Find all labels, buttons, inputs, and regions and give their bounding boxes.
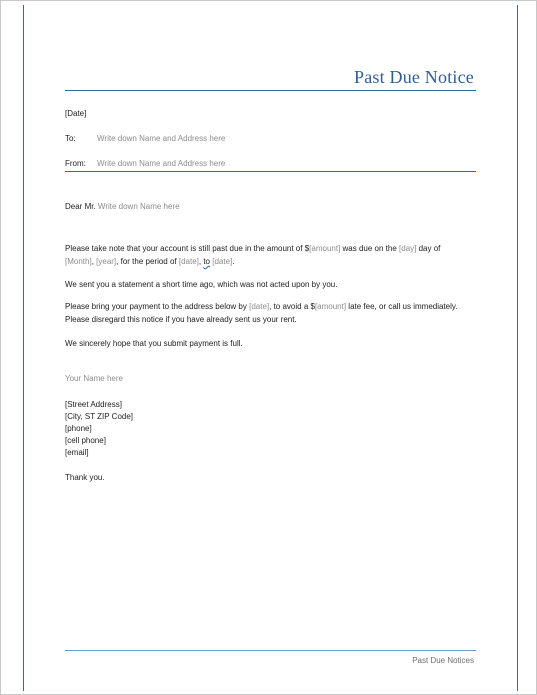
title-divider	[65, 90, 476, 91]
para1-date-2[interactable]: [date]	[212, 257, 233, 266]
left-margin-line	[23, 5, 24, 691]
para3-text-3: late fee, or call us immediately. Please disregard this notice if you have already sent us your rent.	[65, 302, 458, 324]
para1-text-5: , for the period of	[116, 257, 179, 266]
sender-address	[65, 399, 133, 459]
date-placeholder[interactable]: [Date]	[65, 109, 87, 118]
address-email[interactable]: [email]	[65, 448, 89, 457]
para1-text-4: ,	[91, 257, 97, 266]
salutation-prefix: Dear Mr.	[65, 202, 96, 211]
paragraph-1	[65, 242, 477, 268]
para3-date[interactable]: [date]	[249, 302, 270, 311]
salutation-name[interactable]: Write down Name here	[97, 202, 180, 211]
to-label: To:	[65, 134, 76, 143]
address-city[interactable]: [City, ST ZIP Code]	[65, 412, 134, 421]
footer-text: Past Due Notices	[412, 656, 474, 665]
para1-day[interactable]: [day]	[399, 244, 417, 253]
page-title[interactable]: Past Due Notice	[354, 67, 474, 87]
to-value[interactable]: Write down Name and Address here	[97, 134, 226, 143]
closing: Thank you.	[65, 473, 105, 482]
para1-text-1: Please take note that your account is still past due in the amount of $	[65, 244, 310, 253]
from-row	[65, 159, 225, 169]
header-divider	[65, 171, 476, 172]
footer-divider	[65, 650, 476, 651]
paragraph-4: We sincerely hope that you submit payment is full.	[65, 339, 243, 348]
paragraph-3	[65, 300, 477, 326]
para1-amount[interactable]: [amount]	[309, 244, 341, 253]
salutation	[65, 202, 180, 212]
para1-text-6: ,	[198, 257, 204, 266]
para1-year[interactable]: [year]	[96, 257, 117, 266]
signature-name[interactable]: Your Name here	[65, 374, 123, 383]
address-street[interactable]: [Street Address]	[65, 400, 122, 409]
para1-text-2: was due on the	[340, 244, 400, 253]
para1-text-3: day of	[416, 244, 441, 253]
para1-month[interactable]: [Month]	[65, 257, 92, 266]
para1-text-8: .	[232, 257, 235, 266]
address-cell-phone[interactable]: [cell phone]	[65, 436, 106, 445]
para1-date-1[interactable]: [date]	[178, 257, 199, 266]
para3-text-2: , to avoid a $	[269, 302, 315, 311]
para1-to-word: to	[203, 257, 210, 266]
from-label: From:	[65, 159, 86, 168]
para3-amount[interactable]: [amount]	[314, 302, 347, 311]
right-margin-line	[517, 5, 518, 691]
para3-text-1: Please bring your payment to the address below by	[65, 302, 250, 311]
paragraph-2: We sent you a statement a short time ago, which was not acted upon by you.	[65, 280, 338, 289]
from-value[interactable]: Write down Name and Address here	[97, 159, 226, 168]
address-phone[interactable]: [phone]	[65, 424, 92, 433]
to-row	[65, 134, 225, 144]
